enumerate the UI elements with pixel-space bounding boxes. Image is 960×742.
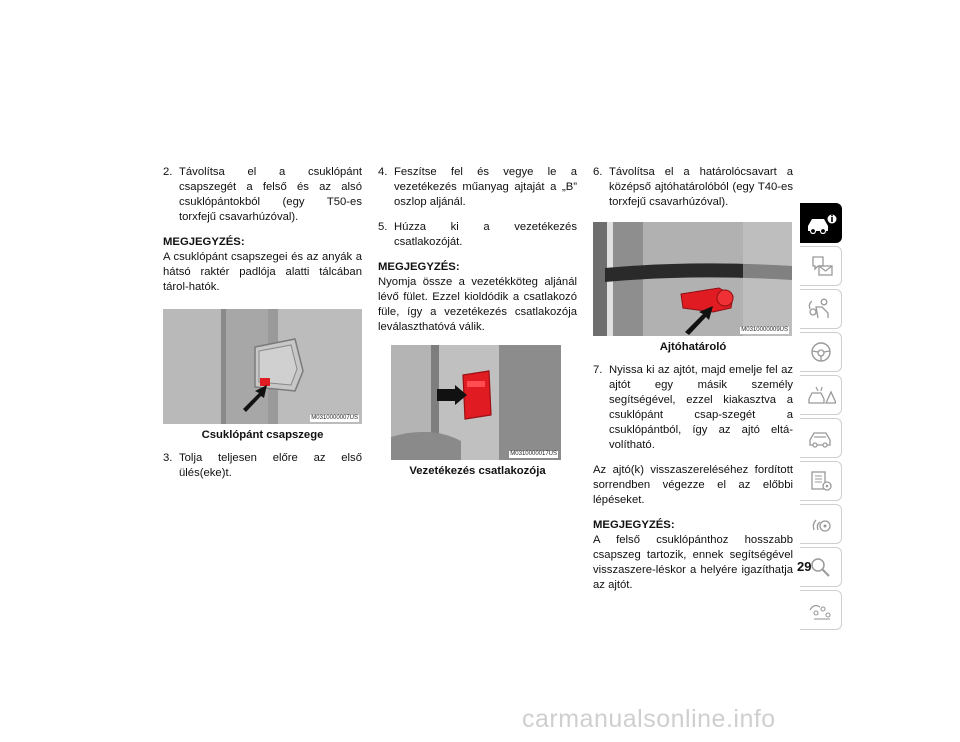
wiring-connector-illustration [391,345,561,460]
note-heading: MEGJEGYZÉS: [378,261,460,273]
multimedia-icon [806,512,836,536]
specifications-icon [806,469,836,493]
hinge-pin-illustration [163,309,362,424]
wiring-connector-figure [391,345,561,460]
column-2 [378,165,577,487]
column-1 [163,165,362,481]
steering-wheel-icon [806,340,836,364]
step-number: 3. [163,452,173,464]
tab-car-info[interactable] [800,203,842,243]
step-number: 2. [163,166,173,178]
figure-caption: Csuklópánt csapszege [201,429,324,441]
step-text: Nyissa ki az ajtót, majd emelje fel az ajtót egy másik személy segítségével, ezzel kiakasztva a csuklópánt csap-szegét a csuklópántból, így az ajtó eltá-volítható. [609,364,793,451]
tab-specifications[interactable] [800,461,842,501]
step-number: 5. [378,221,388,233]
figure-caption: Ajtóhatároló [659,341,727,353]
note-text: A felső csuklópánthoz hosszabb csapszeg tartozik, ennek segítségével visszaszere-léskor a helyére igazíthatja az ajtót. [593,534,793,591]
column-3 [593,165,793,593]
page-number: 29 [797,559,812,574]
figure-code: M0310000007US [311,415,358,421]
tab-multimedia[interactable] [800,504,842,544]
car-info-icon [805,212,837,234]
paragraph: Az ajtó(k) visszaszereléséhez fordított sorrendben végezze el az előbbi lépéseket. [593,464,793,506]
figure-caption: Vezetékezés csatlakozója [409,465,546,477]
step-4 [378,165,577,210]
step-7 [593,363,793,453]
step-number: 7. [593,364,603,376]
door-check-illustration [593,222,792,336]
step-3 [163,451,362,481]
step-text: Tolja teljesen előre az első ülés(eke)t. [179,452,362,479]
warning-message-icon [806,254,836,278]
step-number: 6. [593,166,603,178]
note-text: Nyomja össze a vezetékköteg aljánál lévő fület. Ezzel kioldódik a csatlakozó füle, így a vezetékezés csatlakozója leválaszthatóvá válik. [378,276,577,333]
airbag-seat-icon [806,297,836,321]
step-5 [378,220,577,250]
tab-airbag-seat[interactable] [800,289,842,329]
tab-car-service[interactable] [800,418,842,458]
note-text: A csuklópánt csapszegei és az anyák a hátsó raktér padlója alatti tálcában tárol-hatók. [163,251,362,293]
tab-steering-wheel[interactable] [800,332,842,372]
door-check-figure [593,222,792,336]
figure-code: M0310000009US [741,327,788,333]
figure-code: M0310000017US [510,451,557,457]
step-text: Feszítse fel és vegye le a vezetékezés műanyag ajtaját a „B” oszlop aljánál. [394,166,577,208]
step-text: Távolítsa el a határolócsavart a középső ajtóhatárolóból (egy T40-es torxfejű csavarhúzóval). [609,166,793,208]
step-text: Távolítsa el a csuklópánt csapszegét a felső és az alsó csuklópántokból (egy T50-es torxfejű csavarhúzóval). [179,166,362,223]
roadside-warning-icon [806,383,836,407]
step-number: 4. [378,166,388,178]
step-2 [163,165,362,225]
step-6 [593,165,793,210]
language-icon [806,598,836,622]
hinge-pin-figure [163,309,362,424]
tab-warning-message[interactable] [800,246,842,286]
watermark: carmanualsonline.info [522,705,776,733]
tab-roadside-warning[interactable] [800,375,842,415]
note-heading: MEGJEGYZÉS: [163,236,245,248]
tab-language[interactable] [800,590,842,630]
step-text: Húzza ki a vezetékezés csatlakozóját. [394,221,577,248]
car-service-icon [806,426,836,450]
note-heading: MEGJEGYZÉS: [593,519,675,531]
